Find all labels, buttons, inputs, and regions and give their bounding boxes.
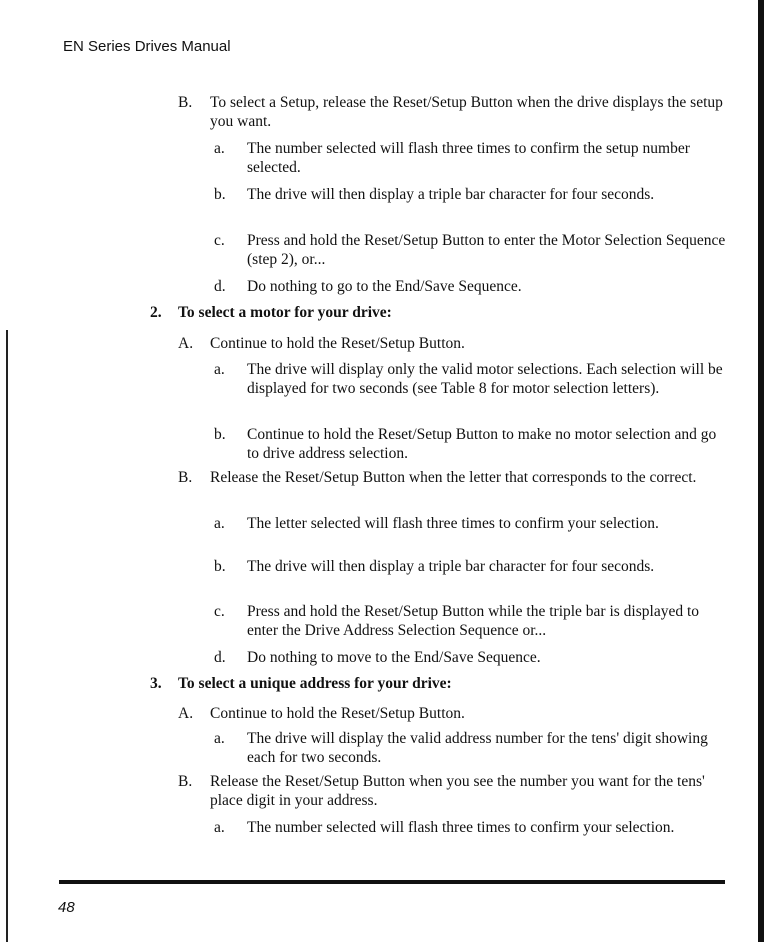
list-item-a xyxy=(178,704,738,723)
list-item-b xyxy=(214,185,728,204)
list-item-b xyxy=(178,93,738,131)
list-text: Release the Reset/Setup Button when the letter that corresponds to the correct. xyxy=(210,469,697,486)
list-marker: c. xyxy=(214,603,225,620)
list-text: Press and hold the Reset/Setup Button to enter the Motor Selection Sequence (step 2), or... xyxy=(247,232,726,268)
list-text: Do nothing to go to the End/Save Sequence. xyxy=(247,278,522,295)
list-item-b xyxy=(214,557,728,576)
section-number: 3. xyxy=(150,675,162,692)
list-marker: a. xyxy=(214,140,225,157)
list-marker: a. xyxy=(214,730,225,747)
section-title: To select a motor for your drive: xyxy=(178,304,392,321)
list-item-a xyxy=(214,360,728,398)
list-item-d xyxy=(214,648,728,667)
list-marker: a. xyxy=(214,361,225,378)
list-text: To select a Setup, release the Reset/Setup Button when the drive displays the setup you want. xyxy=(210,94,723,130)
list-item-c xyxy=(214,602,728,640)
page-edge-left xyxy=(6,330,8,942)
list-item-b xyxy=(214,425,728,463)
list-item-a xyxy=(214,139,728,177)
running-header: EN Series Drives Manual xyxy=(63,38,231,55)
list-text: Continue to hold the Reset/Setup Button. xyxy=(210,705,465,722)
list-item-b xyxy=(178,468,738,487)
page-number: 48 xyxy=(58,899,75,916)
list-marker: a. xyxy=(214,515,225,532)
list-marker: d. xyxy=(214,649,226,666)
list-item-b xyxy=(178,772,738,810)
list-marker: B. xyxy=(178,773,193,790)
list-marker: B. xyxy=(178,469,193,486)
list-marker: A. xyxy=(178,335,194,352)
list-marker: b. xyxy=(214,558,226,575)
list-item-a xyxy=(214,729,728,767)
section-title: To select a unique address for your drive: xyxy=(178,675,452,692)
list-text: The letter selected will flash three times to confirm your selection. xyxy=(247,515,659,532)
list-text: Press and hold the Reset/Setup Button while the triple bar is displayed to enter the Drive Address Selection Sequence or... xyxy=(247,603,700,639)
list-text: Continue to hold the Reset/Setup Button to make no motor selection and go to drive address selection. xyxy=(247,426,717,462)
section-heading-2 xyxy=(150,303,740,322)
page-edge-right xyxy=(758,0,764,942)
list-marker: c. xyxy=(214,232,225,249)
list-marker: B. xyxy=(178,94,193,111)
list-marker: b. xyxy=(214,426,226,443)
list-text: The drive will display the valid address number for the tens' digit showing each for two seconds. xyxy=(247,730,708,766)
list-item-c xyxy=(214,231,728,269)
list-text: The drive will display only the valid motor selections. Each selection will be displayed for two seconds (see Table 8 for motor selection letters). xyxy=(247,361,723,397)
list-marker: d. xyxy=(214,278,226,295)
list-text: The drive will then display a triple bar character for four seconds. xyxy=(247,186,655,203)
list-text: Release the Reset/Setup Button when you see the number you want for the tens' place digit in your address. xyxy=(210,773,705,809)
list-text: The number selected will flash three times to confirm the setup number selected. xyxy=(247,140,690,176)
list-item-d xyxy=(214,277,728,296)
section-heading-3 xyxy=(150,674,740,693)
list-marker: a. xyxy=(214,819,225,836)
list-text: The number selected will flash three times to confirm your selection. xyxy=(247,819,675,836)
list-marker: b. xyxy=(214,186,226,203)
list-text: The drive will then display a triple bar character for four seconds. xyxy=(247,558,655,575)
list-item-a xyxy=(214,818,728,837)
list-item-a xyxy=(178,334,738,353)
footer-rule xyxy=(59,880,725,884)
list-marker: A. xyxy=(178,705,194,722)
list-text: Do nothing to move to the End/Save Sequence. xyxy=(247,649,541,666)
section-number: 2. xyxy=(150,304,162,321)
list-text: Continue to hold the Reset/Setup Button. xyxy=(210,335,465,352)
list-item-a xyxy=(214,514,728,533)
